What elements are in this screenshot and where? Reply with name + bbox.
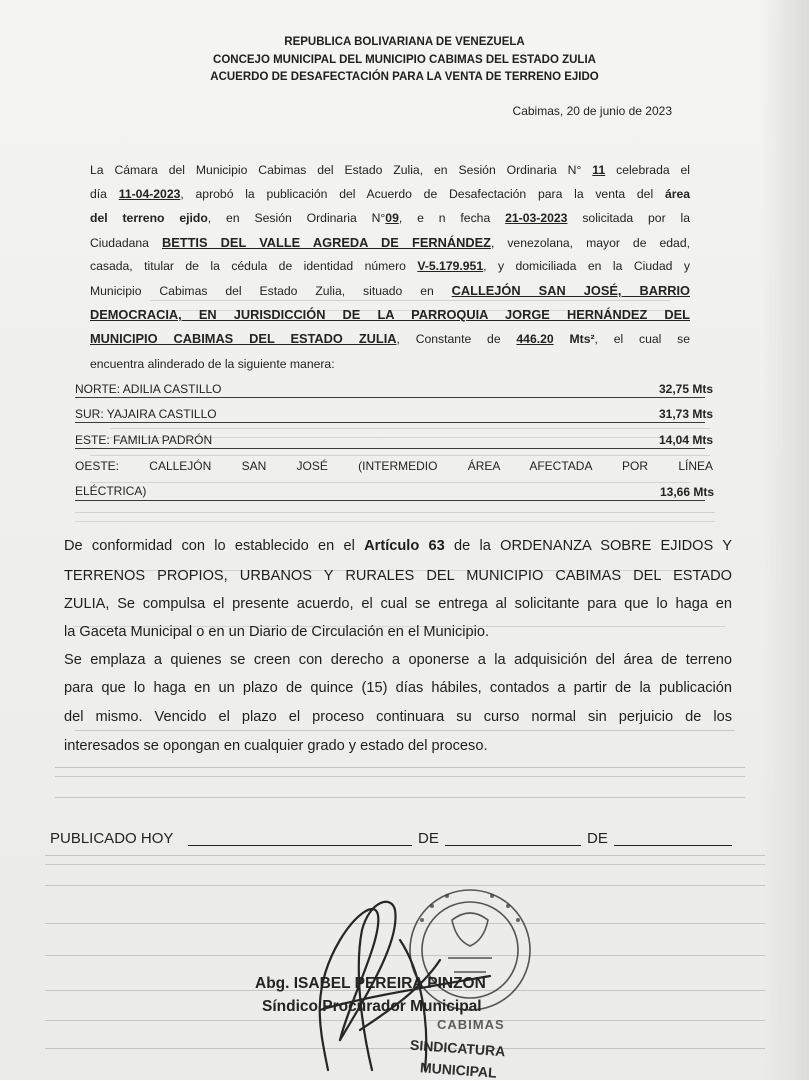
- boundary-east-label: ESTE: FAMILIA PADRÓN: [75, 433, 213, 447]
- paragraph-line: De conformidad con lo establecido en el Artículo 63 de la ORDENANZA SOBRE EJIDOS Y: [64, 538, 732, 554]
- signatory-title: Síndico Procurador Municipal: [262, 998, 482, 1015]
- stamp-text-municipal: MUNICIPAL: [419, 1059, 498, 1081]
- boundary-divider: [75, 397, 705, 398]
- paragraph-line: La Cámara del Municipio Cabimas del Estado Zulia, en Sesión Ordinaria N° 11 celebrada el: [90, 163, 691, 177]
- header-council: CONCEJO MUNICIPAL DEL MUNICIPIO CABIMAS DEL ESTADO ZULIA: [213, 54, 596, 66]
- boundary-divider: [75, 500, 705, 501]
- paragraph-line: casada, titular de la cédula de identidad número V-5.179.951, y domiciliada en la Ciudad y: [90, 259, 690, 273]
- boundary-divider: [75, 422, 705, 423]
- published-de-2: DE: [587, 830, 608, 847]
- publication-date-blank: [188, 845, 412, 846]
- paragraph-line: interesados se opongan en cualquier grado y estado del proceso.: [64, 738, 488, 754]
- paragraph-line: Ciudadana BETTIS DEL VALLE AGREDA DE FERNÁNDEZ, venezolana, mayor de edad,: [90, 235, 690, 250]
- paragraph-line: del mismo. Vencido el plazo el proceso continuara su curso normal sin perjuicio de los: [64, 709, 732, 725]
- paragraph-line: encuentra alinderado de la siguiente manera:: [90, 357, 335, 371]
- paragraph-line: ZULIA, Se compulsa el presente acuerdo, el cual se entrega al solicitante para que lo haga en: [64, 596, 732, 612]
- boundary-west-label-cont: ELÉCTRICA): [75, 484, 147, 498]
- boundary-south-value: 31,73 Mts: [658, 407, 713, 421]
- paragraph-line: para que lo haga en un plazo de quince (15) días hábiles, contados a partir de la publicación: [64, 680, 732, 696]
- published-label: PUBLICADO HOY: [50, 830, 174, 847]
- header-republic: REPUBLICA BOLIVARIANA DE VENEZUELA: [284, 36, 525, 48]
- boundary-west-label: OESTE: CALLEJÓN SAN JOSÉ (INTERMEDIO ÁREA AFECTADA POR LÍNEA: [75, 459, 713, 473]
- document-date: Cabimas, 20 de junio de 2023: [512, 104, 672, 118]
- paragraph-line: DEMOCRACIA, EN JURISDICCIÓN DE LA PARROQUIA JORGE HERNÁNDEZ DEL: [90, 307, 690, 322]
- published-de-1: DE: [418, 830, 439, 847]
- boundary-west-value: 13,66 Mts: [659, 485, 714, 499]
- paragraph-line: la Gaceta Municipal o en un Diario de Circulación en el Municipio.: [64, 624, 490, 640]
- publication-month-blank: [445, 845, 581, 846]
- boundary-east-value: 14,04 Mts: [658, 433, 713, 447]
- boundary-south-label: SUR: YAJAIRA CASTILLO: [75, 407, 217, 421]
- stamp-text-sindicatura: SINDICATURA: [409, 1036, 506, 1060]
- paragraph-line: día 11-04-2023, aprobó la publicación del Acuerdo de Desafectación para la venta del área: [90, 187, 691, 201]
- boundary-north-label: NORTE: ADILIA CASTILLO: [75, 382, 222, 396]
- boundary-north-value: 32,75 Mts: [658, 382, 713, 396]
- boundary-divider: [75, 448, 705, 449]
- paragraph-line: Se emplaza a quienes se creen con derecho a oponerse a la adquisición del área de terreno: [64, 652, 732, 668]
- paragraph-line: Municipio Cabimas del Estado Zulia, situado en CALLEJÓN SAN JOSÉ, BARRIO: [90, 283, 690, 298]
- publication-year-blank: [614, 845, 732, 846]
- stamp-text-cabimas: CABIMAS: [437, 1017, 505, 1032]
- paragraph-line: MUNICIPIO CABIMAS DEL ESTADO ZULIA, Constante de 446.20 Mts², el cual se: [90, 331, 691, 346]
- page-edge-shadow: [761, 0, 809, 1080]
- signatory-name: Abg. ISABEL PEREIRA PINZON: [255, 975, 486, 992]
- paragraph-line: del terreno ejido, en Sesión Ordinaria N°09, e n fecha 21-03-2023 solicitada por la: [90, 211, 690, 225]
- paragraph-line: TERRENOS PROPIOS, URBANOS Y RURALES DEL MUNICIPIO CABIMAS DEL ESTADO: [64, 568, 732, 584]
- header-title: ACUERDO DE DESAFECTACIÓN PARA LA VENTA DE TERRENO EJIDO: [210, 71, 599, 83]
